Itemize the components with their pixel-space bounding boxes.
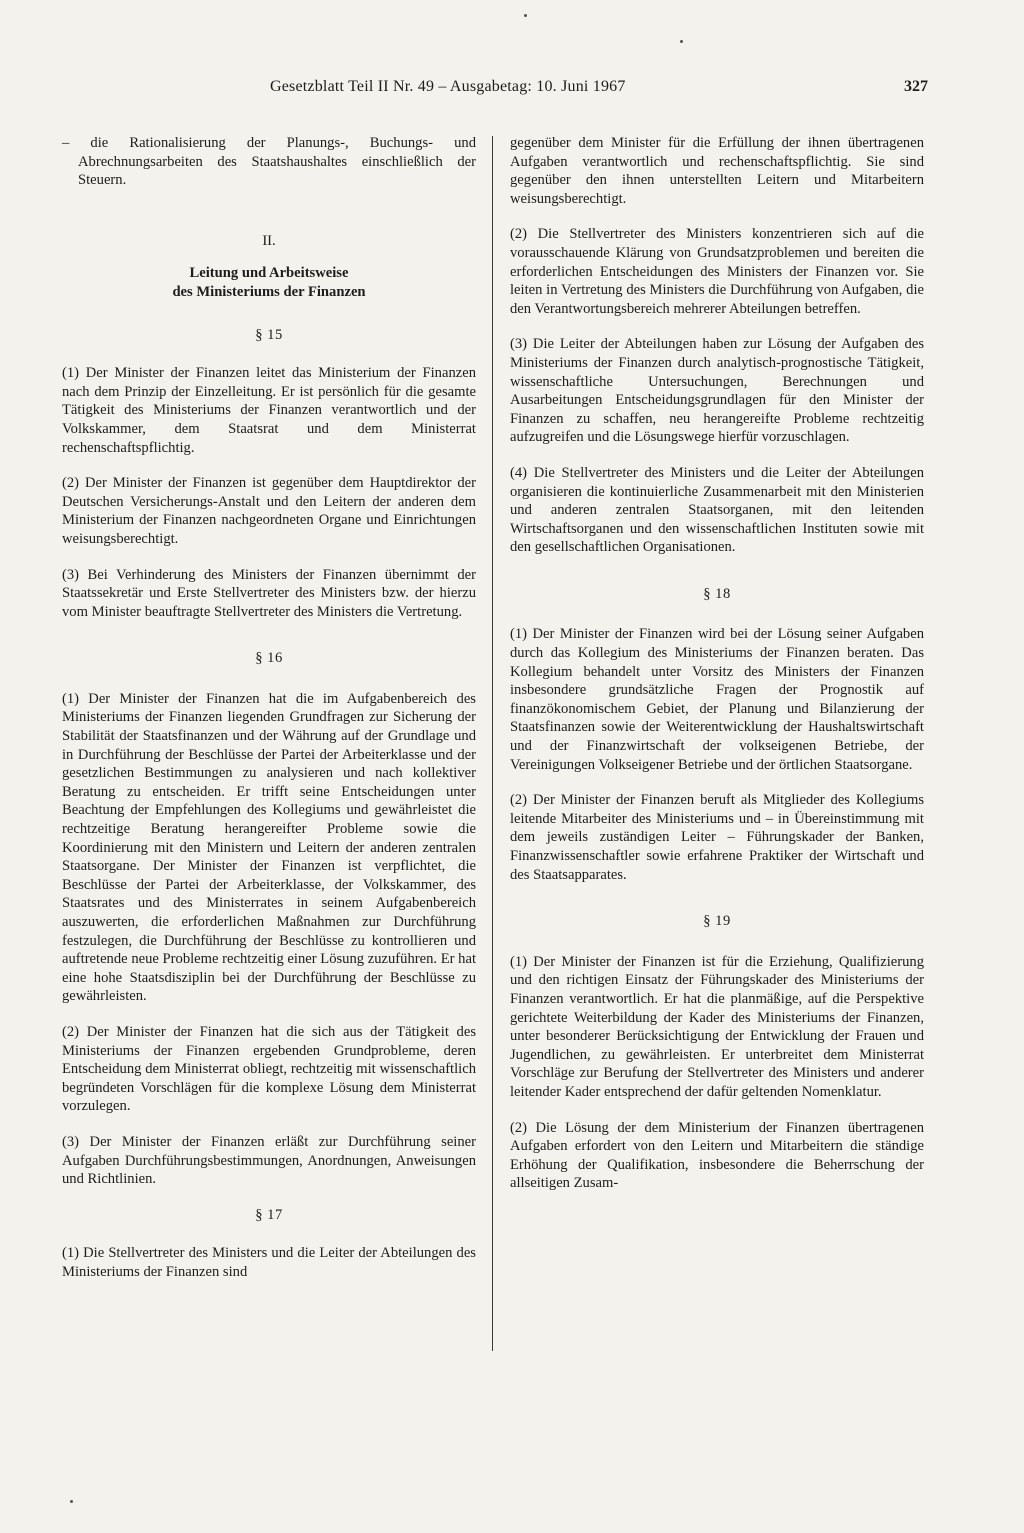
print-speck xyxy=(680,40,683,43)
intro-list-item: – die Rationalisierung der Planungs-, Buchungs- und Abrechnungsarbeiten des Staatshaushaltes einschließlich der Steuern. xyxy=(62,135,476,189)
p17-subsection-1-continued: gegenüber dem Minister für die Erfüllung der ihnen übertragenen Aufgaben verantwortlich und rechenschaftspflichtig. Sie sind gegenüber den ihnen unterstellten Leitern und Mitarbeitern weisungsberechtigt. xyxy=(510,135,924,207)
p16-subsection-3: (3) Der Minister der Finanzen erläßt zur Durchführung seiner Aufgaben Durchführungsbestimmungen, Anordnungen, Anweisungen und Richtlinien. xyxy=(62,1133,476,1188)
column-divider xyxy=(492,136,493,1351)
right-column xyxy=(510,134,924,1210)
section-title-line-1: Leitung und Arbeitsweise xyxy=(189,265,349,282)
p17-subsection-3: (3) Die Leiter der Abteilungen haben zur Lösung der Aufgaben des Ministeriums der Finanzen durch analytisch-prognostische Tätigkeit, wissenschaftliche Untersuchungen, Berechnungen und Ausarbeitungen Entscheidungsgrundlagen für den Minister der Finanzen zu schaffen, neu herangereifte Probleme rechtzeitig aufzugreifen und die Lösungswege hierfür vorzuschlagen. xyxy=(510,336,924,446)
paragraph-mark-16: § 16 xyxy=(255,650,283,667)
p17-subsection-2: (2) Die Stellvertreter des Ministers konzentrieren sich auf die vorausschauende Klärung von Grundsatzproblemen und bereiten die erforderlichen Entscheidungen des Ministers der Finanzen vor. Sie leiten in Vertretung des Ministers die Durchführung von Aufgaben, die den Verantwortungsbereich mehrerer Abteilungen betreffen. xyxy=(510,226,924,317)
page-header xyxy=(270,78,930,102)
print-speck xyxy=(524,14,527,17)
p16-subsection-2: (2) Der Minister der Finanzen hat die sich aus der Tätigkeit des Ministeriums der Finanzen ergebenden Grundprobleme, deren Entscheidung dem Ministerrat obliegt, rechtzeitig mit wissenschaftlich begründeten Vorschlägen für die komplexe Lösung dem Ministerrat vorzulegen. xyxy=(62,1023,476,1115)
p17-subsection-1-start: (1) Die Stellvertreter des Ministers und die Leiter der Abteilungen des Ministeriums der Finanzen sind xyxy=(62,1245,476,1280)
p19-subsection-1: (1) Der Minister der Finanzen ist für die Erziehung, Qualifizierung und den richtigen Einsatz der Führungskader des Ministeriums der Finanzen verantwortlich. Er hat die planmäßige, auf die Perspektive gerichtete Weiterbildung der Kader des Ministeriums der Finanzen, unter besonderer Berücksichtigung der Entwicklung der Frauen und Jugendlichen, zu gewährleisten. Er unterbreitet dem Ministerrat Vorschläge zur Berufung der Stellvertreter des Ministers und anderer leitender Kader entsprechend der dafür geltenden Nomenklatur. xyxy=(510,953,924,1100)
print-speck xyxy=(70,1500,73,1503)
page-number: 327 xyxy=(904,78,928,95)
paragraph-mark-17: § 17 xyxy=(255,1206,283,1223)
left-column xyxy=(62,134,476,1299)
section-number: II. xyxy=(262,232,276,249)
p18-subsection-2: (2) Der Minister der Finanzen beruft als Mitglieder des Kollegiums leitende Mitarbeiter des Ministeriums und – in Übereinstimmung mit dem jeweils zuständigen Leiter – Führungskader der Banken, Finanzwissenschaftler sowie erfahrene Praktiker der Wirtschaft und des Staatsapparates. xyxy=(510,792,924,883)
p17-subsection-4: (4) Die Stellvertreter des Ministers und die Leiter der Abteilungen organisieren die kontinuierliche Zusammenarbeit mit den Ministerien und anderen zentralen Staatsorganen, mit den leitenden Wirtschaftsorganen und den wissenschaftlichen Instituten sowie mit den gesellschaftlichen Organisationen. xyxy=(510,464,924,556)
p19-subsection-2-start: (2) Die Lösung der dem Ministerium der Finanzen übertragenen Aufgaben erfordert von den Leitern und Mitarbeitern die ständige Erhöhung der Qualifikation, insbesondere die Beherrschung der allseitigen Zusam- xyxy=(510,1119,924,1192)
paragraph-mark-18: § 18 xyxy=(703,585,731,602)
paragraph-mark-19: § 19 xyxy=(703,913,731,930)
p16-subsection-1: (1) Der Minister der Finanzen hat die im Aufgabenbereich des Ministeriums der Finanzen liegenden Grundfragen zur Sicherung der Stabilität der Staatsfinanzen und der Währung auf der Grundlage und in Durchführung der Beschlüsse der Partei der Arbeiterklasse und der gesetzlichen Bestimmungen zu analysieren und nach kollektiver Beratung zu entscheiden. Er trifft seine Entscheidungen unter Beachtung der Empfehlungen des Kollegiums und gewährleistet die rechtzeitige Beratung herangereifter Probleme sowie die Koordinierung mit den Ministern und Leitern der anderen zentralen Staatsorgane. Der Minister der Finanzen ist verpflichtet, die Beschlüsse der Partei der Arbeiterklasse, der Volkskammer, des Staatsrates und des Ministerrates in seinem Aufgabenbereich auszuwerten, die erforderlichen Maßnahmen zur Durchführung festzulegen, die Durchführung der Beschlüsse zu kontrollieren und auftretende neue Probleme rechtzeitig einer Lösung zuzuführen. Er hat eine hohe Staatsdisziplin bei der Durchführung der Beschlüsse zu gewährleisten. xyxy=(62,690,476,1005)
p18-subsection-1: (1) Der Minister der Finanzen wird bei der Lösung seiner Aufgaben durch das Kollegium des Ministeriums der Finanzen beraten. Das Kollegium behandelt unter Vorsitz des Ministers der Finanzen insbesondere grundsätzliche Fragen der Prognostik auf finanzökonomischem Gebiet, der Planung und Bilanzierung der Staatsfinanzen sowie der Weiterentwicklung der Haushaltswirtschaft und der Finanzwirtschaft der volkseigenen Betriebe, der Vereinigungen Volkseigener Betriebe und der örtlichen Staatsorgane. xyxy=(510,626,924,773)
p15-subsection-1: (1) Der Minister der Finanzen leitet das Ministerium der Finanzen nach dem Prinzip der Einzelleitung. Er ist persönlich für die gesamte Tätigkeit des Ministeriums der Finanzen verantwortlich und der Volkskammer, dem Staatsrat und dem Ministerrat rechenschaftspflichtig. xyxy=(62,365,476,456)
p15-subsection-2: (2) Der Minister der Finanzen ist gegenüber dem Hauptdirektor der Deutschen Versicherungs-Anstalt und den Leitern der anderen dem Ministerium der Finanzen nachgeordneten Organe und Einrichtungen weisungsberechtigt. xyxy=(62,475,476,547)
section-title xyxy=(62,264,476,301)
section-title-line-2: des Ministeriums der Finanzen xyxy=(172,283,366,300)
paragraph-mark-15: § 15 xyxy=(255,326,283,343)
p15-subsection-3: (3) Bei Verhinderung des Ministers der Finanzen übernimmt der Staatssekretär und Erste Stellvertreter des Ministers bzw. der hierzu vom Minister beauftragte Stellvertreter des Ministers die Vertretung. xyxy=(62,566,476,620)
header-title: Gesetzblatt Teil II Nr. 49 – Ausgabetag: 10. Juni 1967 xyxy=(270,78,626,95)
